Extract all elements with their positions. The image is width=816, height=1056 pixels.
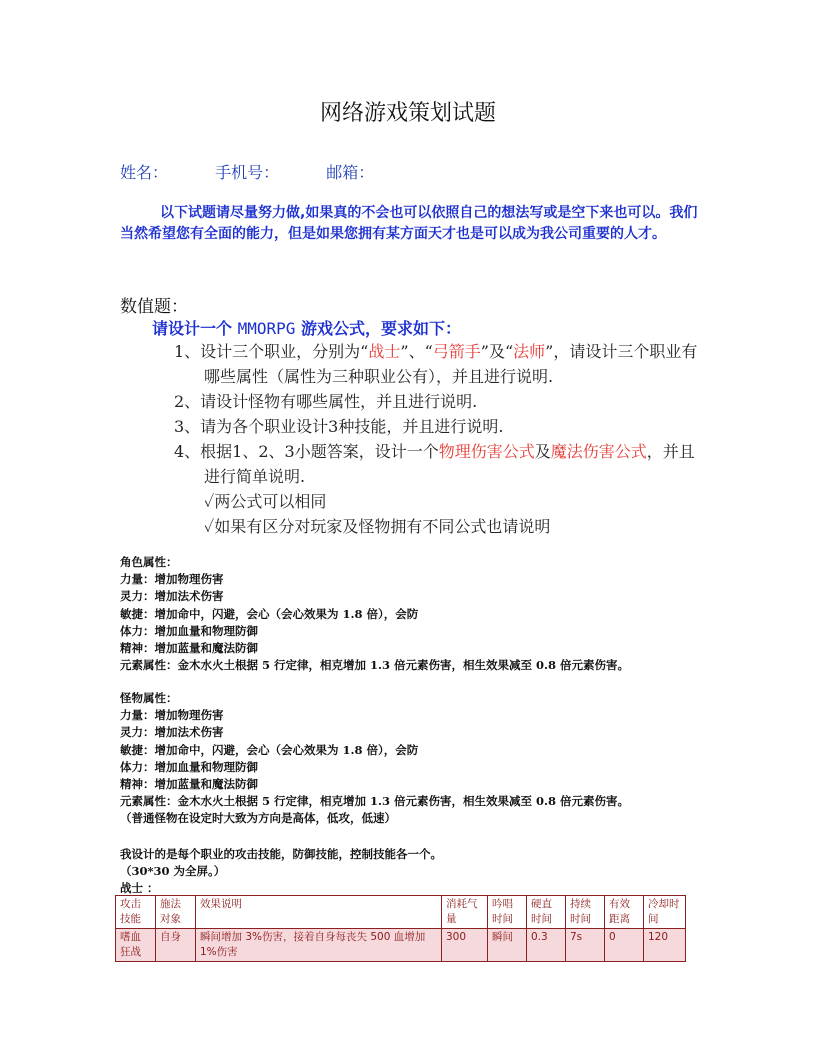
- highlight-physical-formula: 物理伤害公式: [438, 442, 535, 461]
- monster-attr-line: （普通怪物在设定时大致为方向是高体，低攻，低速）: [120, 811, 396, 826]
- monster-attr-line: 元素属性：金木水火土根据 5 行定律，相克增加 1.3 倍元素伤害，相生效果减至 0.8 倍元素伤害。: [120, 794, 630, 809]
- requirement-mono: MMORPG: [237, 319, 296, 338]
- table-cell: 120: [644, 929, 686, 962]
- header-cell: 消耗气量: [442, 896, 488, 929]
- highlight-mage: 法师: [513, 342, 546, 361]
- item-text: 1、设计三个职业，分别为“: [174, 342, 369, 361]
- table-row: [116, 929, 686, 962]
- item-text: ”、“: [400, 342, 433, 361]
- highlight-magic-formula: 魔法伤害公式: [550, 442, 647, 461]
- requirement-line: [152, 316, 461, 339]
- role-attr-line: 精神：增加蓝量和魔法防御: [120, 641, 258, 656]
- email-label: 邮箱：: [326, 163, 375, 182]
- header-cell: 施法对象: [156, 896, 196, 929]
- requirement-prefix: 请设计一个: [152, 319, 233, 338]
- skills-table: [115, 895, 686, 962]
- table-cell: 7s: [566, 929, 605, 962]
- header-cell: 有效距离: [605, 896, 644, 929]
- table-cell: 0.3: [527, 929, 566, 962]
- item-text: ”，请设计三个职业有哪些属性（属性为三种职业公有），并且进行说明.: [204, 342, 698, 386]
- phone-label: 手机号：: [215, 163, 280, 182]
- name-label: 姓名：: [120, 163, 169, 182]
- role-attr-line: 灵力：增加法术伤害: [120, 589, 224, 604]
- table-cell: 瞬间增加 3%伤害，接着自身每丧失 500 血增加 1%伤害: [196, 929, 442, 962]
- table-cell: 瞬间: [488, 929, 527, 962]
- requirement-suffix: 游戏公式，要求如下：: [300, 319, 461, 338]
- requirement-list: [174, 339, 704, 539]
- skills-intro-line: （30*30 为全屏。）: [120, 864, 226, 879]
- item-text: ”及“: [480, 342, 514, 361]
- role-attr-line: 力量：增加物理伤害: [120, 572, 224, 587]
- table-cell: 300: [442, 929, 488, 962]
- monster-attr-line: 精神：增加蓝量和魔法防御: [120, 777, 258, 792]
- skills-intro-line: 我设计的是每个职业的攻击技能，防御技能，控制技能各一个。: [120, 847, 442, 861]
- header-cell: 硬直时间: [527, 896, 566, 929]
- header-cell: 冷却时间: [644, 896, 686, 929]
- item-text: ，并且进行简单说明.: [204, 442, 695, 486]
- header-cell: 持续时间: [566, 896, 605, 929]
- monster-attr-line: 敏捷：增加命中，闪避，会心（会心效果为 1.8 倍），会防: [120, 742, 419, 757]
- list-item: 2、请设计怪物有哪些属性，并且进行说明.: [174, 392, 478, 411]
- role-attributes: [120, 554, 629, 674]
- section-title: 数值题：: [120, 297, 188, 317]
- monster-attr-line: 体力：增加血量和物理防御: [120, 759, 258, 774]
- table-cell: 自身: [156, 929, 196, 962]
- role-attr-line: 体力：增加血量和物理防御: [120, 623, 258, 638]
- monster-attributes: [120, 690, 629, 828]
- candidate-info: [120, 160, 416, 183]
- header-cell: 效果说明: [196, 896, 442, 929]
- item-text: 4、根据1、2、3小题答案，设计一个: [174, 442, 439, 461]
- highlight-archer: 弓箭手: [432, 342, 481, 361]
- warrior-label: 战士 ：: [120, 881, 159, 896]
- role-attr-heading: 角色属性：: [120, 555, 178, 569]
- skills-intro: [120, 846, 442, 898]
- highlight-warrior: 战士: [368, 342, 401, 361]
- list-item: [174, 339, 704, 389]
- list-item: 3、请为各个职业设计3种技能，并且进行说明.: [174, 417, 504, 436]
- intro-paragraph: 以下试题请尽量努力做,如果真的不会也可以依照自己的想法写或是空下来也可以。我们当然希望您有全面的能力，但是如果您拥有某方面天才也是可以成为我公司重要的人才。: [120, 205, 698, 242]
- table-header-row: [116, 896, 686, 929]
- monster-attr-line: 力量：增加物理伤害: [120, 708, 224, 723]
- header-cell: 吟唱时间: [488, 896, 527, 929]
- table-cell: 0: [605, 929, 644, 962]
- item-text: 及: [534, 442, 551, 461]
- check-item: ✓两公式可以相同: [204, 492, 327, 511]
- role-attr-line: 元素属性：金木水火土根据 5 行定律，相克增加 1.3 倍元素伤害，相生效果减至 0.8 倍元素伤害。: [120, 658, 630, 673]
- header-cell: 攻击技能: [116, 896, 156, 929]
- check-item: ✓如果有区分对玩家及怪物拥有不同公式也请说明: [204, 517, 551, 536]
- list-item: [174, 439, 704, 489]
- role-attr-line: 敏捷：增加命中，闪避，会心（会心效果为 1.8 倍），会防: [120, 606, 419, 621]
- table-cell: 嗜血狂战: [116, 929, 156, 962]
- document-title: 网络游戏策划试题: [319, 101, 496, 126]
- monster-attr-heading: 怪物属性：: [120, 691, 178, 705]
- monster-attr-line: 灵力：增加法术伤害: [120, 725, 224, 740]
